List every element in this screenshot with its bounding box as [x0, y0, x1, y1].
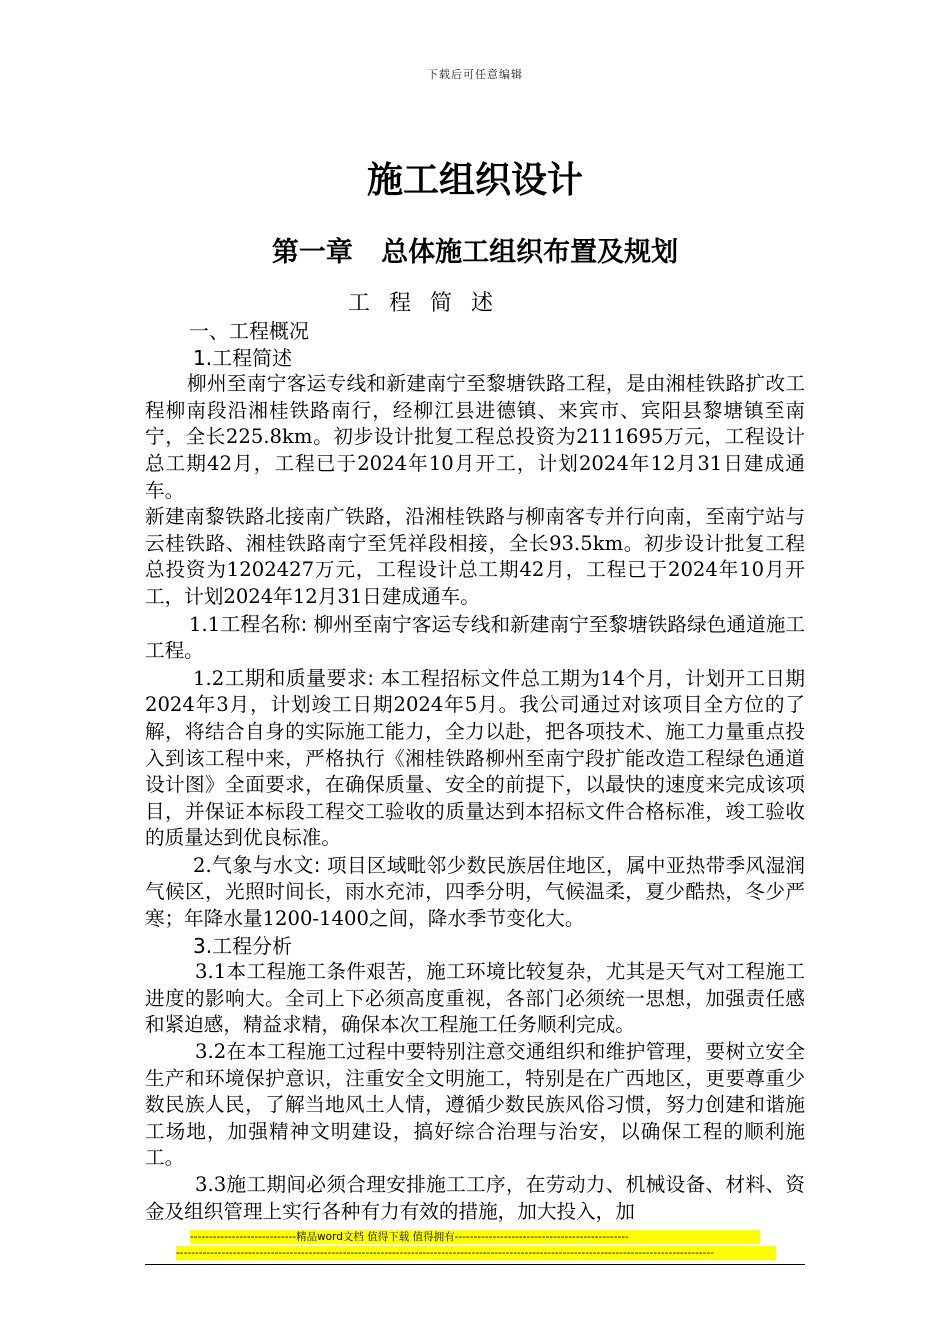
paragraph-climate-hydrology: [145, 852, 805, 933]
heading-brief: 1.工程简述: [193, 345, 293, 370]
heading-overview: 一、工程概况: [189, 319, 309, 343]
paragraph-analysis-3-1: 3.1本工程施工条件艰苦，施工环境比较复杂，尤其是天气对工程施工进度的影响大。全司上下必须高度重视，各部门必须统一思想，加强责任感和紧迫感，精益求精，确保本次工程施工任务顺利完成。: [145, 960, 805, 1037]
item-number: 1.1: [189, 612, 221, 636]
chapter-title: 第一章 总体施工组织布置及规划: [271, 237, 679, 268]
item-label: 工程名称:: [220, 611, 308, 636]
item-text: 项目区域毗邻少数民族居住地区，属中亚热带季风湿润气候区，光照时间长，雨水充沛，四季分明，气候温柔，夏少酷热，冬少严寒；年降水量1200-1400之间，降水季节变化大。: [145, 853, 805, 931]
item-label: 工期和质量要求:: [224, 665, 374, 690]
section-title: 工程简述: [347, 291, 512, 316]
item-number: 2.: [193, 853, 212, 877]
item-number: 1.2: [193, 666, 225, 690]
paragraph-project-name: [145, 611, 805, 665]
document-title: 施工组织设计: [366, 160, 583, 201]
item-text: 本工程招标文件总工期为14个月，计划开工日期2024年3月，计划竣工日期2024年5月。我公司通过对该项目全方位的了解，将结合自身的实际施工能力，全力以赴，把各项技术、施工力量重点投入到该工程中来，严格执行《湘桂铁路柳州至南宁段扩能改造工程绿色通道设计图》全面要求，在确保质量、安全的前提下，以最快的速度来完成该项目，并保证本标段工程交工验收的质量达到本招标文件合格标准，竣工验收的质量达到优良标准。: [145, 666, 805, 850]
footer-banner: ----------------------------精品word文档 值得下载 值得拥有----------------------------------------------: [190, 1230, 760, 1244]
item-text: 柳州至南宁客运专线和新建南宁至黎塘铁路绿色通道施工工程。: [145, 612, 805, 663]
heading-analysis: 3.工程分析: [193, 933, 293, 958]
footer-dashes: ----------------------------------------------------------------------------------------------------------------------------------------------: [176, 1246, 776, 1260]
footer-divider: [145, 1264, 805, 1265]
document-body: [145, 318, 805, 1225]
header-note: 下载后可任意编辑: [427, 68, 523, 81]
paragraph-analysis-3-2: 3.2在本工程施工过程中要特别注意交通组织和维护管理，要树立安全生产和环境保护意识，注重安全文明施工，特别是在广西地区，更要尊重少数民族人民，了解当地风土人情，遵循少数民族风俗习惯，努力创建和谐施工场地，加强精神文明建设，搞好综合治理与治安，以确保工程的顺利施工。: [145, 1040, 805, 1170]
paragraph-project-intro: 柳州至南宁客运专线和新建南宁至黎塘铁路工程，是由湘桂铁路扩改工程柳南段沿湘桂铁路南行，经柳江县进德镇、来宾市、宾阳县黎塘镇至南宁，全长225.8km。初步设计批复工程总投资为2111695万元，工程设计总工期42月，工程已于2024年10月开工，计划2024年12月31日建成通车。: [145, 372, 805, 502]
paragraph-nanli-railway: 新建南黎铁路北接南广铁路，沿湘桂铁路与柳南客专并行向南，至南宁站与云桂铁路、湘桂铁路南宁至凭祥段相接，全长93.5km。初步设计批复工程总投资为1202427万元，工程设计总工期42月，工程已于2024年10月开工，计划2024年12月31日建成通车。: [145, 505, 805, 608]
paragraph-schedule-quality: [145, 665, 805, 852]
paragraph-analysis-3-3: 3.3施工期间必须合理安排施工工序，在劳动力、机械设备、材料、资金及组织管理上实行各种有力有效的措施，加大投入，加: [145, 1173, 805, 1223]
item-label: 气象与水文:: [211, 852, 321, 877]
